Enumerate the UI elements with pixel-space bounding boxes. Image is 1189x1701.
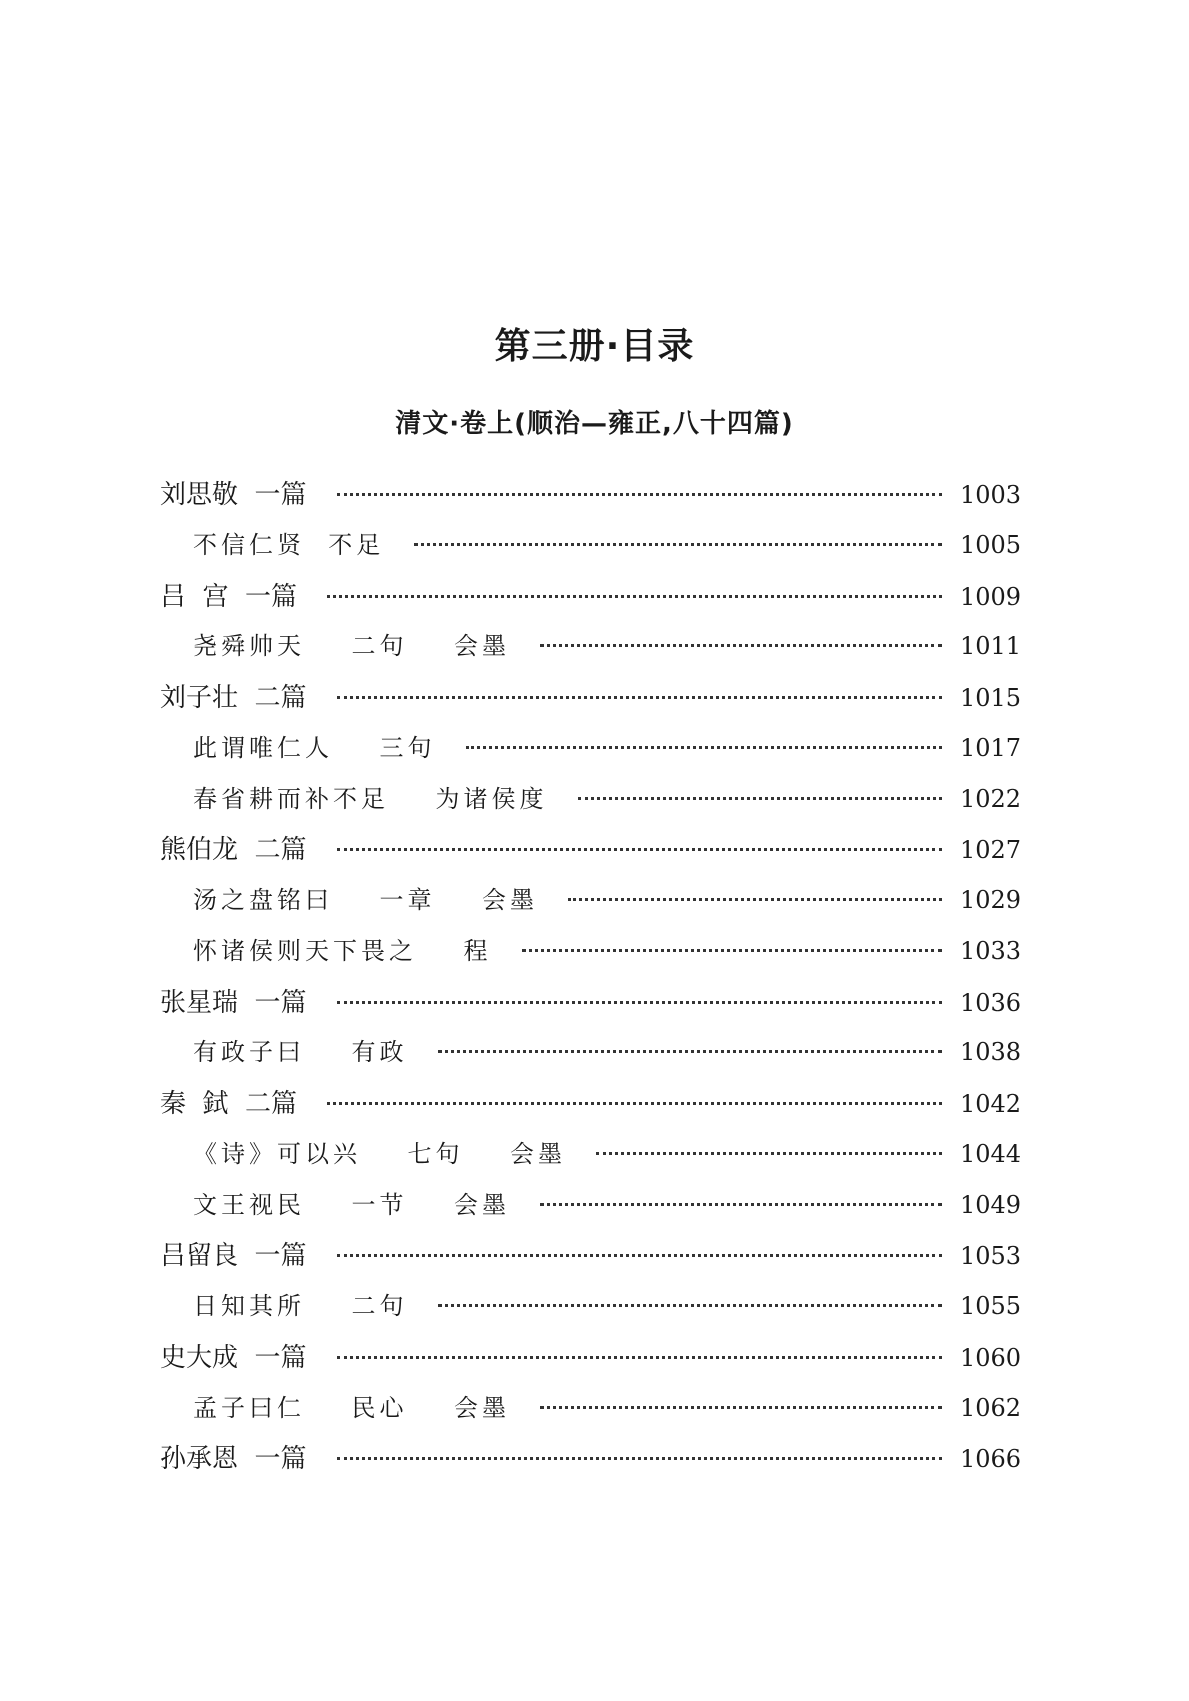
dot-leader bbox=[540, 1203, 942, 1206]
dot-leader bbox=[337, 1001, 942, 1004]
toc-entry-page: 1029 bbox=[960, 886, 1022, 914]
toc-entry-page: 1049 bbox=[960, 1190, 1022, 1219]
dot-leader bbox=[337, 1254, 942, 1257]
dot-leader bbox=[578, 797, 942, 800]
toc-entry-page: 1044 bbox=[960, 1139, 1022, 1168]
toc-entry-page: 1022 bbox=[960, 784, 1022, 813]
toc-entry-page: 1042 bbox=[960, 1090, 1022, 1118]
toc-entry-page: 1033 bbox=[960, 936, 1022, 965]
toc-entry[interactable] bbox=[160, 1337, 1020, 1388]
toc-entry-page: 1011 bbox=[960, 632, 1022, 661]
toc-entry[interactable] bbox=[160, 931, 1020, 982]
toc-entry[interactable] bbox=[160, 1286, 1020, 1337]
toc-entry-page: 1003 bbox=[960, 481, 1022, 509]
toc-entry[interactable] bbox=[160, 677, 1020, 728]
toc-entry-title: 文王视民 一节 会墨 bbox=[193, 1190, 511, 1219]
toc-entry-page: 1060 bbox=[960, 1343, 1022, 1372]
toc-entry[interactable] bbox=[160, 1032, 1020, 1083]
toc-entry[interactable] bbox=[160, 525, 1020, 576]
toc-entry-page: 1015 bbox=[960, 684, 1022, 712]
toc-entry-page: 1036 bbox=[960, 988, 1022, 1017]
toc-entry-title: 孙承恩 一篇 bbox=[160, 1444, 307, 1475]
table-of-contents bbox=[160, 474, 1020, 1489]
toc-entry-page: 1027 bbox=[960, 836, 1022, 865]
toc-entry[interactable] bbox=[160, 1134, 1020, 1185]
toc-entry[interactable] bbox=[160, 829, 1020, 880]
toc-entry[interactable] bbox=[160, 474, 1020, 525]
dot-leader bbox=[438, 1050, 942, 1053]
dot-leader bbox=[337, 1457, 942, 1460]
dot-leader bbox=[568, 898, 942, 901]
dot-leader bbox=[596, 1152, 942, 1155]
toc-entry-title: 刘思敬 一篇 bbox=[160, 480, 307, 510]
dot-leader bbox=[327, 595, 942, 598]
toc-entry-page: 1055 bbox=[960, 1292, 1022, 1320]
toc-entry-title: 怀诸侯则天下畏之 程 bbox=[193, 936, 492, 965]
toc-entry-title: 刘子壮 二篇 bbox=[160, 683, 307, 713]
toc-entry[interactable] bbox=[160, 1388, 1020, 1439]
toc-entry-title: 吕 宫 一篇 bbox=[160, 581, 298, 612]
toc-entry-title: 有政子曰 有政 bbox=[193, 1038, 408, 1067]
toc-entry-title: 此谓唯仁人 三句 bbox=[193, 733, 436, 762]
toc-entry[interactable] bbox=[160, 779, 1020, 830]
toc-entry-title: 日知其所 二句 bbox=[193, 1292, 408, 1320]
toc-entry-title: 孟子曰仁 民心 会墨 bbox=[193, 1393, 511, 1422]
toc-entry[interactable] bbox=[160, 982, 1020, 1033]
dot-leader bbox=[466, 746, 942, 749]
dot-leader bbox=[540, 1406, 942, 1409]
toc-entry-title: 张星瑞 一篇 bbox=[160, 987, 307, 1018]
dot-leader bbox=[337, 1356, 942, 1359]
toc-entry[interactable] bbox=[160, 1235, 1020, 1286]
dot-leader bbox=[337, 848, 942, 851]
dot-leader bbox=[414, 543, 942, 546]
toc-entry-title: 史大成 一篇 bbox=[160, 1342, 307, 1373]
toc-entry[interactable] bbox=[160, 1185, 1020, 1236]
toc-entry-page: 1005 bbox=[960, 530, 1022, 559]
toc-entry-page: 1038 bbox=[960, 1038, 1022, 1067]
toc-entry[interactable] bbox=[160, 880, 1020, 931]
dot-leader bbox=[522, 949, 942, 952]
toc-entry-title: 《诗》可以兴 七句 会墨 bbox=[193, 1139, 567, 1168]
toc-entry-page: 1053 bbox=[960, 1242, 1022, 1271]
toc-entry-title: 春省耕而补不足 为诸侯度 bbox=[193, 784, 548, 813]
toc-entry[interactable] bbox=[160, 576, 1020, 627]
toc-entry-title: 不信仁贤 不足 bbox=[193, 530, 385, 559]
toc-entry-title: 秦 鉽 二篇 bbox=[160, 1089, 298, 1119]
toc-entry[interactable] bbox=[160, 728, 1020, 779]
dot-leader bbox=[438, 1304, 942, 1307]
dot-leader bbox=[540, 644, 942, 647]
toc-entry-title: 熊伯龙 二篇 bbox=[160, 835, 307, 866]
dot-leader bbox=[327, 1102, 942, 1105]
page-title: 第三册·目录 bbox=[494, 326, 695, 367]
toc-entry-page: 1062 bbox=[960, 1393, 1022, 1422]
toc-entry[interactable] bbox=[160, 1083, 1020, 1134]
toc-entry-title: 吕留良 一篇 bbox=[160, 1241, 307, 1272]
toc-entry-title: 汤之盘铭曰 一章 会墨 bbox=[193, 886, 539, 914]
dot-leader bbox=[337, 696, 942, 699]
section-heading: 清文·卷上(顺治—雍正,八十四篇) bbox=[395, 409, 794, 439]
toc-entry[interactable] bbox=[160, 626, 1020, 677]
toc-entry-page: 1017 bbox=[960, 733, 1022, 762]
toc-entry-page: 1066 bbox=[960, 1445, 1022, 1474]
dot-leader bbox=[337, 493, 942, 496]
toc-entry[interactable] bbox=[160, 1438, 1020, 1489]
toc-entry-page: 1009 bbox=[960, 582, 1022, 611]
toc-entry-title: 尧舜帅天 二句 会墨 bbox=[193, 632, 511, 661]
